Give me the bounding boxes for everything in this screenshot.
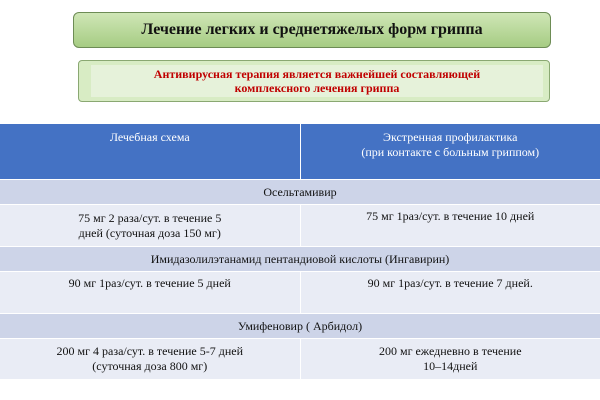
prophylaxis-dose (300, 339, 600, 380)
header-prophylaxis-line-1: Экстренная профилактика (383, 130, 518, 144)
drug-name: Имидазолилэтанамид пентандиовой кислоты (Ингавирин) (0, 247, 600, 272)
treatment-dose-line-1: 75 мг 2 раза/сут. в течение 5 (78, 210, 222, 225)
treatment-dose-line-1: 90 мг 1раз/сут. в течение 5 дней (68, 276, 231, 290)
subtitle-line-2: комплексного лечения гриппа (234, 81, 400, 95)
header-prophylaxis-line-2: (при контакте с больным гриппом) (361, 145, 540, 159)
drug-name: Осельтамивир (0, 180, 600, 205)
dose-row-ingavirin (0, 272, 600, 314)
drug-row-arbidol (0, 314, 600, 339)
dose-row-oseltamivir (0, 205, 600, 247)
treatment-table (0, 124, 600, 379)
subtitle-line-1: Антивирусная терапия является важнейшей составляющей (153, 67, 481, 81)
prophylaxis-dose-line-1: 75 мг 1раз/сут. в течение 10 дней (366, 209, 535, 223)
treatment-dose (0, 339, 300, 380)
subtitle-box (78, 60, 550, 102)
header-prophylaxis (300, 124, 600, 180)
slide-title (73, 12, 551, 48)
treatment-dose (0, 272, 300, 314)
header-treatment-scheme (0, 124, 300, 180)
drug-row-ingavirin (0, 247, 600, 272)
prophylaxis-dose (300, 272, 600, 314)
subtitle-text (91, 65, 543, 97)
slide-title-text: Лечение легких и среднетяжелых форм гриппа (141, 21, 483, 38)
prophylaxis-dose-line-1: 200 мг ежедневно в течение (378, 344, 522, 358)
table-header-row (0, 124, 600, 180)
drug-name: Умифеновир ( Арбидол) (0, 314, 600, 339)
header-treatment-label: Лечебная схема (109, 130, 190, 144)
prophylaxis-dose-line-1: 90 мг 1раз/сут. в течение 7 дней. (367, 276, 533, 290)
prophylaxis-dose-line-2: 10–14дней (423, 359, 478, 373)
drug-row-oseltamivir (0, 180, 600, 205)
prophylaxis-dose (300, 205, 600, 247)
treatment-dose-line-2: дней (суточная доза 150 мг) (78, 225, 221, 240)
dose-row-arbidol (0, 339, 600, 380)
treatment-dose-line-2: (суточная доза 800 мг) (92, 359, 208, 373)
treatment-dose-line-1: 200 мг 4 раза/сут. в течение 5-7 дней (56, 344, 243, 358)
treatment-dose (0, 205, 300, 247)
